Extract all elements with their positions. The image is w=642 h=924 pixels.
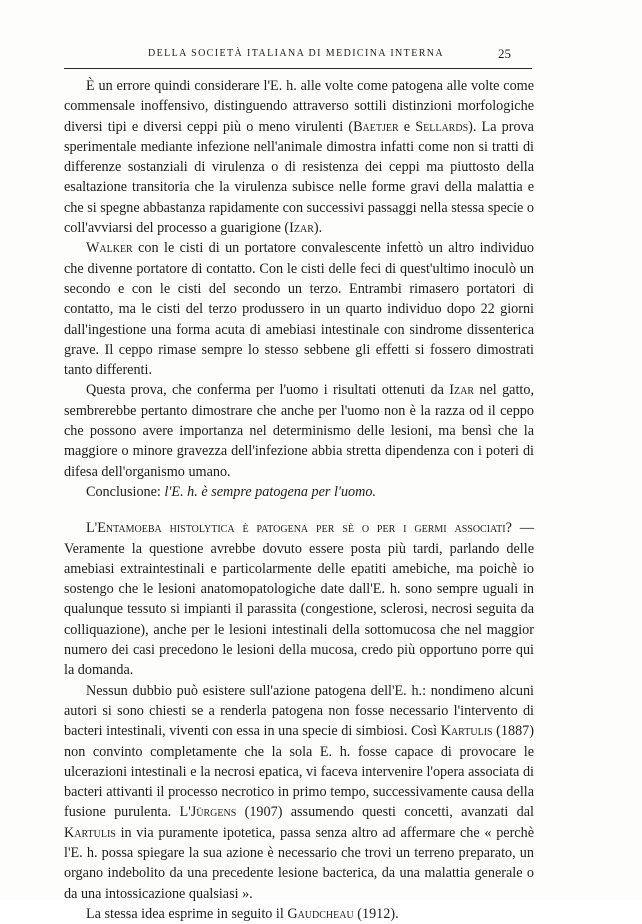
header-rule [64, 68, 532, 69]
section-heading: L'Entamoeba histolytica è patogena per sè o per i germi associati? [86, 520, 512, 537]
page-number: 25 [498, 46, 511, 61]
author-name: Baetjer [353, 118, 399, 135]
running-head: DELLA SOCIETÀ ITALIANA DI MEDICINA INTERNA [147, 48, 445, 59]
author-name: Gaudcheau [287, 905, 354, 922]
author-name: Kartulis [64, 824, 116, 841]
paragraph-gaudcheau: La stessa idea esprime in seguito il Gaudcheau (1912). [86, 905, 399, 922]
conclusion-text: l'E. h. è sempre patogena per l'uomo. [164, 483, 377, 500]
paragraph-walker: Walker con le cisti di un portatore convalescente infettò un altro individuo che divenne portatore di contatto. Con le cisti delle feci di quest'ultimo inoculò un secondo e con le cisti del secondo un terzo. Entrambi rimasero portatori di contatto, ma le cisti del terzo produssero in un quarto individuo dopo 22 giorni dall'ingestione una forma acuta di amebiasi intestinale con sindrome dissenterica grave. Il ceppo rimase sempre lo stesso sebbene gli effetti si fossero dimostrati tanto differenti. [64, 240, 534, 379]
paragraph-bacteria: Nessun dubbio può esistere sull'azione patogena dell'E. h.: nondimeno alcuni autori si sono chiesti se a renderla patogena non fosse necessario l'intervento di bacteri intestinali, viventi con essa in una specie di simbiosi. Così Kartulis (1887) non convinto completamente che la sola E. h. fosse capace di provocare le ulcerazioni intestinali e la necrosi epatica, vi faceva intervenire l'opera associata di bacteri attivanti il processo necrotico in primo tempo, successivamente causa della fusione purulenta. L'Jürgens (1907) assumendo questi concetti, avanzati dal Kartulis in via puramente ipotetica, passa senza altro ad affermare che « perchè l'E. h. possa spiegare la sua azione è necessario che trovi un terreno preparato, un organo indebolito da una precedente lesione bacterica, da una malattia generale o da una intossicazione qualsiasi ». [64, 682, 535, 902]
paragraph-conclusion [64, 482, 534, 502]
author-name: Izar [289, 220, 314, 237]
author-name: Kartulis [440, 723, 493, 740]
conclusion-label: Conclusione: [86, 483, 165, 500]
author-name: Walker [86, 240, 133, 257]
author-name: Sellards [415, 118, 469, 135]
paragraph-virulence: È un errore quindi considerare l'E. h. alle volte come patogena alle volte come commensale inoffensivo, distinguendo attraverso sottili distinzioni morfologiche diversi tipi e diversi ceppi più o meno virulenti (Baetjer e Sellards). La prova sperimentale mediante infezione nell'animale dimostra infatti come non si tratti di differenze sostanziali di virulenza o di resistenza dei ceppi ma piuttosto della esaltazione transitoria che la virulenza subisce nelle forme gravi della malattia e che si spegne abbastanza rapidamente con successivi passaggi nella stessa specie o coll'avviarsi del processo a guarigione (Izar). [64, 78, 534, 237]
author-name: Jürgens [190, 804, 237, 821]
paragraph-section-question: L'Entamoeba histolytica è patogena per sè o per i germi associati? — Veramente la questione avrebbe dovuto essere posta più tardi, parlando delle amebiasi extraintestinali e particolarmente delle epatiti amebiche, ma poichè io sostengo che le lesioni anatomopatologiche date dall'E. h. sono sempre uguali in qualunque tessuto si impianti il parassita (congestione, sclerosi, necrosi seguita da colliquazione), anche per le lesioni intestinali della sottomucosa che nel maggior numero dei casi precedono le lesioni della mucosa, credo più opportuno porre qui la domanda. [64, 520, 534, 679]
paragraph-proof: Questa prova, che conferma per l'uomo i risultati ottenuti da Izar nel gatto, sembrerebbe pertanto dimostrare che anche per l'uomo non è la razza od il ceppo che possono avere importanza nel determinismo delle lesioni, ma bensì che la maggiore o minore gravezza dell'infezione abbia stretta dipendenza con i poteri di difesa dell'organismo umano. [64, 382, 535, 480]
body-text [64, 76, 534, 924]
author-name: Izar [449, 382, 474, 399]
